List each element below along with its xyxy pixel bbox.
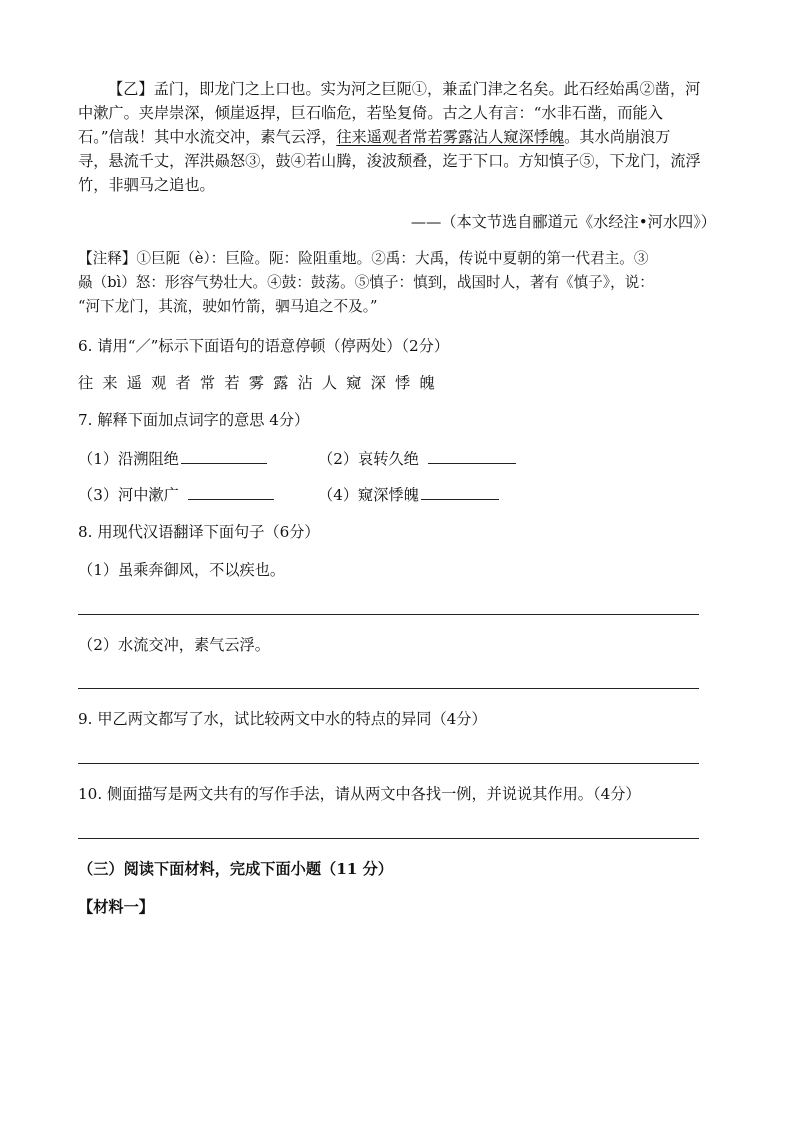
q8-prompt: 8. 用现代汉语翻译下面句子（6分）: [78, 523, 320, 541]
q7-item-4: [318, 485, 499, 505]
passage-line-5: 竹，非驷马之追也。: [78, 176, 215, 194]
q7-item-2-blank[interactable]: [428, 451, 516, 464]
q7-item-3-label: （3）河中漱广: [78, 486, 179, 504]
q7-item-1-label: （1）沿溯阻绝: [78, 450, 179, 468]
q10-answer-line[interactable]: [78, 838, 699, 839]
q9-prompt: 9. 甲乙两文都写了水，试比较两文中水的特点的异同（4分）: [78, 710, 487, 728]
section-3-title: （三）阅读下面材料，完成下面小题（11 分）: [78, 860, 393, 878]
q7-item-2-label: （2）哀转久绝: [318, 450, 419, 468]
passage-source: ——（本文节选自郦道元《水经注•河水四》）: [410, 213, 716, 231]
q6-prompt: 6. 请用“／”标示下面语句的语意停顿（停两处）（2分）: [78, 337, 450, 355]
q7-prompt: 7. 解释下面加点词字的意思 4分）: [78, 411, 310, 429]
note-line-3: “河下龙门，其流，驶如竹箭，驷马追之不及。”: [78, 298, 378, 315]
q7-item-4-label: （4）窥深悸魄: [318, 486, 419, 504]
passage-line-4: 寻，悬流千丈，浑洪赑怒③，鼓④若山腾，浚波颓叠，迄于下口。方知慎子⑤，下龙门，流浮: [78, 152, 701, 170]
note-line-2: 赑（bì）怒：形容气势壮大。④鼓：鼓荡。⑤慎子：慎到，战国时人，著有《慎子》，说：: [78, 274, 654, 291]
passage-line-3-end: 。其水尚崩浪万: [564, 128, 671, 146]
q8-answer-line-2[interactable]: [78, 688, 699, 689]
material-1-heading: 【材料一】: [78, 898, 154, 916]
q7-item-1-blank[interactable]: [181, 451, 267, 464]
q7-item-1: [78, 449, 267, 469]
q7-item-3-blank[interactable]: [188, 487, 274, 500]
passage-line-2: 中漱广。夹岸崇深，倾崖返捍，巨石临危，若坠复倚。古之人有言：“水非石凿，而能入: [78, 104, 663, 122]
passage-line-1: 【乙】孟门，即龙门之上口也。实为河之巨阨①，兼孟门津之名矣。此石经始禹②凿，河: [108, 80, 701, 98]
q8-sentence-1: （1）虽乘奔御风，不以疾也。: [78, 561, 286, 579]
q10-prompt: 10. 侧面描写是两文共有的写作手法，请从两文中各找一例，并说说其作用。（4分）: [78, 785, 641, 803]
q9-answer-line[interactable]: [78, 763, 699, 764]
q8-sentence-2: （2）水流交冲，素气云浮。: [78, 636, 270, 654]
q7-item-3: [78, 485, 274, 505]
q7-item-2: [318, 449, 516, 469]
q6-sentence: 往来遥观者常若雾露沾人窥深悸魄: [78, 374, 444, 392]
underlined-sentence: 往来遥观者常若雾露沾人窥深悸魄: [336, 128, 565, 146]
passage-line-3: [78, 127, 670, 147]
passage-line-3-start: 石。”信哉！其中水流交冲，素气云浮，: [78, 128, 337, 146]
q8-answer-line-1[interactable]: [78, 614, 699, 615]
note-line-1: 【注释】①巨阨（è）：巨险。阨：险阻重地。②禹：大禹，传说中夏朝的第一代君主。③: [78, 250, 649, 267]
q7-item-4-blank[interactable]: [421, 487, 499, 500]
